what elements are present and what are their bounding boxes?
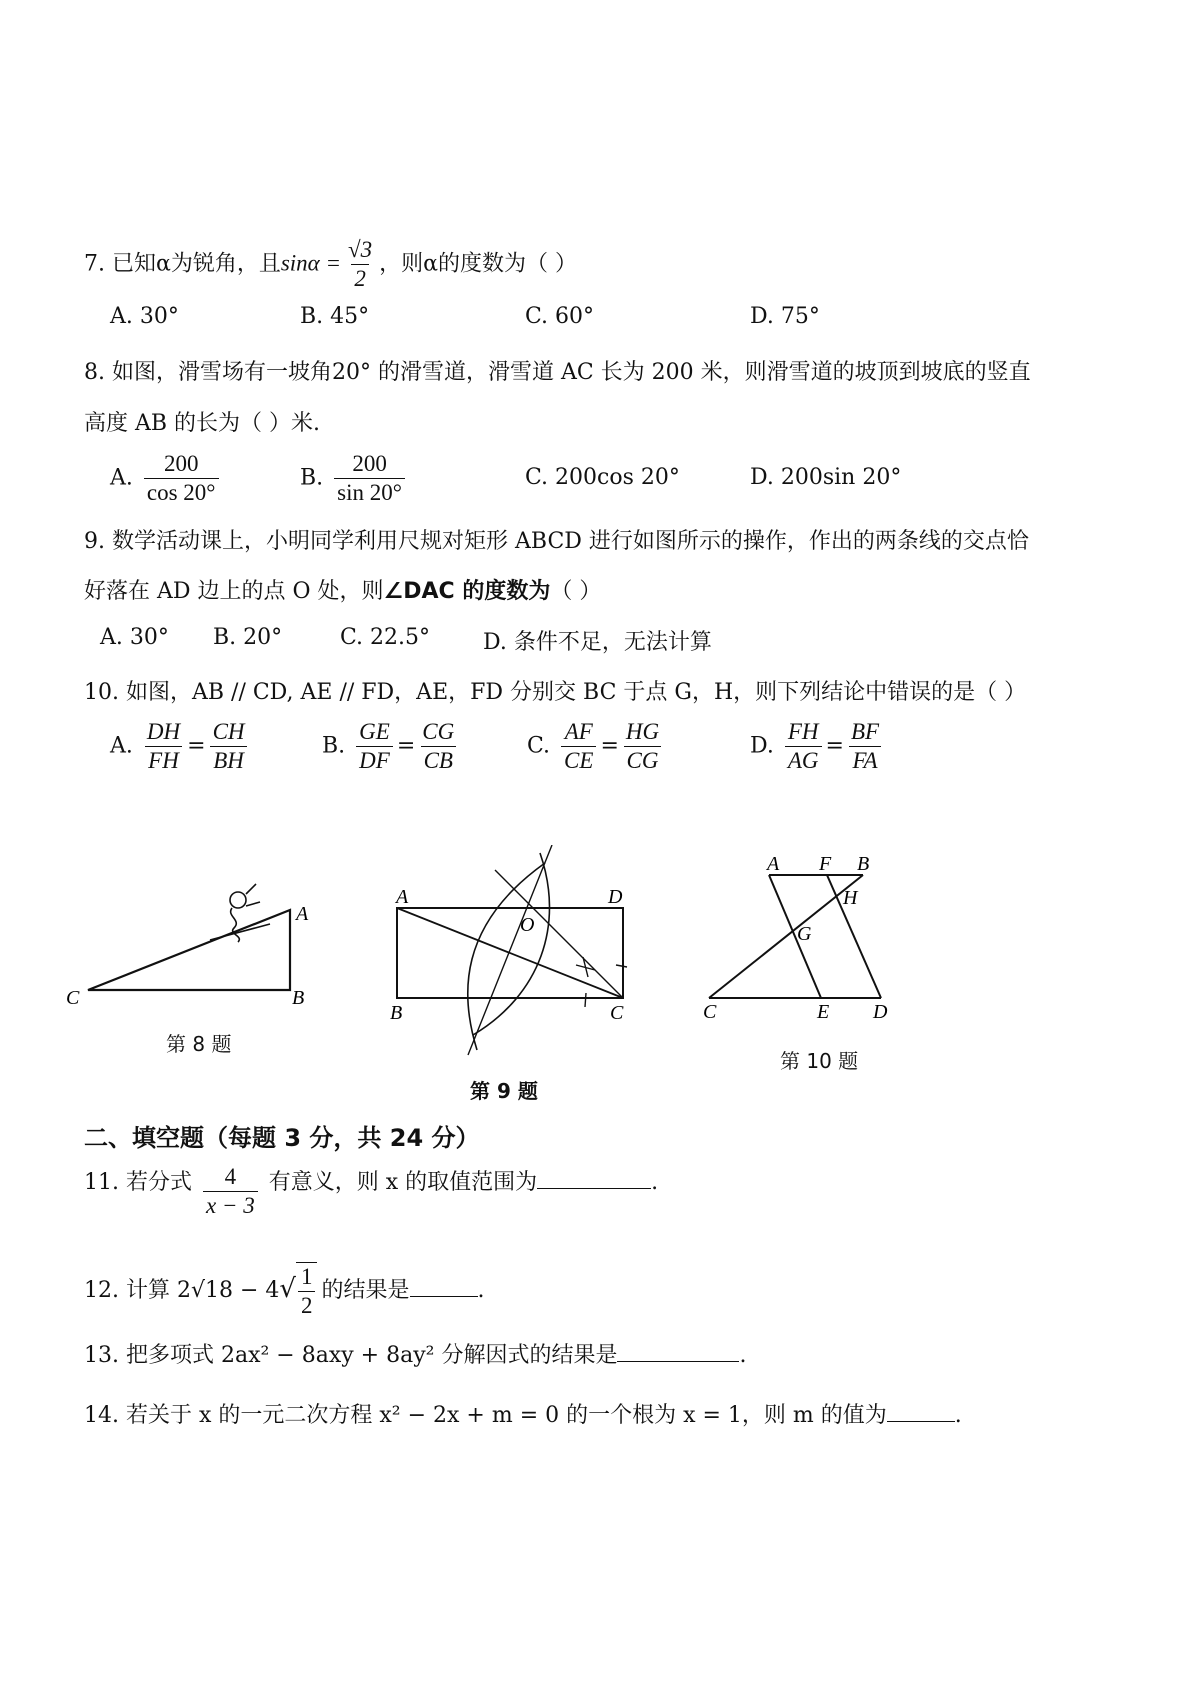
arc-mark-2 (616, 965, 627, 967)
fig9-label-c: C (610, 1002, 624, 1024)
skier-icon (210, 884, 270, 942)
q10-stem: 10. 如图，AB // CD, AE // FD，AE，FD 分别交 BC 于点 G，H，则下列结论中错误的是（ ） (84, 680, 1027, 705)
fig10-label-b: B (857, 853, 870, 875)
q7-option-c: C. 60° (525, 304, 595, 329)
q13-stem: 13. 把多项式 2ax² − 8axy + 8ay² 分解因式的结果是 . (84, 1338, 746, 1369)
q9-option-b: B. 20° (213, 625, 283, 650)
q8-option-b: B. $\frac{200}{\sin 20^\circ}$ (300, 450, 409, 507)
figure-9-rectangle-construction (380, 845, 660, 1060)
fig8-label-a: A (296, 903, 309, 925)
q7-option-d: D. 75° (750, 304, 820, 329)
fig10-label-g: G (797, 923, 812, 945)
fig10-caption: 第 10 题 (780, 1049, 859, 1073)
diagonal-ac (397, 908, 623, 998)
q10-option-d: D. $\frac{FH}{AG}$ = $\frac{BF}{FA}$ (750, 719, 880, 773)
fig10-label-c: C (703, 1001, 717, 1023)
q8-option-d: D. 200sin 20° (750, 465, 902, 490)
q8-stem-line2: 高度 AB 的长为（ ）米. (84, 411, 321, 436)
slope-triangle (88, 910, 290, 990)
fig9-caption: 第 9 题 (470, 1079, 538, 1103)
q7-option-b: B. 45° (300, 304, 370, 329)
q14-answer-blank[interactable] (887, 1399, 955, 1422)
section-2-title: 二、填空题（每题 3 分，共 24 分） (84, 1124, 480, 1152)
segment-bc (709, 875, 863, 998)
fig9-label-d: D (608, 886, 623, 908)
fig10-label-f: F (819, 853, 832, 875)
fig10-label-d: D (873, 1001, 888, 1023)
q13-answer-blank[interactable] (617, 1339, 739, 1362)
segment-ae (769, 875, 821, 998)
q9-stem-line2: 好落在 AD 边上的点 O 处，则∠DAC 的度数为（ ） (84, 579, 602, 604)
fig8-caption: 第 8 题 (166, 1032, 232, 1056)
q8-option-c: C. 200cos 20° (525, 465, 680, 490)
q11-stem: 11. 若分式 $\frac{4}{x - 3}$ 有意义，则 x 的取值范围为 . (84, 1164, 659, 1218)
fig8-label-c: C (66, 987, 80, 1009)
q10-option-c: C. $\frac{AF}{CE}$ = $\frac{HG}{CG}$ (527, 718, 666, 775)
figure-10-parallel-lines (695, 850, 905, 1030)
q7-option-a: A. 30° (110, 304, 179, 329)
fig8-label-b: B (292, 987, 305, 1009)
fig9-label-a: A (396, 886, 409, 908)
fig10-label-h: H (843, 887, 858, 909)
fig9-label-o: O (520, 914, 535, 936)
q12-answer-blank[interactable] (410, 1274, 478, 1297)
fig9-label-b: B (390, 1002, 403, 1024)
q9-option-a: A. 30° (100, 625, 169, 650)
q9-option-d: D. 条件不足，无法计算 (483, 630, 712, 655)
q8-option-a: A. $\frac{200}{\cos 20^\circ}$ (110, 450, 223, 507)
arc-mark-3 (585, 993, 586, 1007)
figure-8-slope-diagram (60, 880, 330, 1020)
q9-option-c: C. 22.5° (340, 625, 431, 650)
q8-stem-line1: 8. 如图，滑雪场有一坡角20° 的滑雪道，滑雪道 AC 长为 200 米，则滑雪道的坡顶到坡底的竖直 (84, 360, 1031, 385)
q7-fraction: $\frac{√3}{2}$ (348, 237, 373, 291)
q11-answer-blank[interactable] (537, 1166, 651, 1189)
q12-stem: 12. 计算 2√18 − 4√ $\frac{1}{2}$ 的结果是 . (84, 1264, 485, 1318)
q14-stem: 14. 若关于 x 的一元二次方程 x² − 2x + m = 0 的一个根为 x = 1，则 m 的值为 . (84, 1398, 962, 1429)
q12-fraction: $\frac{1}{2}$ (296, 1262, 318, 1320)
q11-fraction: $\frac{4}{x - 3}$ (203, 1163, 258, 1220)
q7-stem: 7. 已知α为锐角，且sinα = $\frac{√3}{2}$ ，则α的度数为（ ） (84, 237, 578, 291)
q9-stem-line1: 9. 数学活动课上，小明同学利用尺规对矩形 ABCD 进行如图所示的操作，作出的两条线的交点恰 (84, 529, 1029, 554)
fig10-label-a: A (767, 853, 780, 875)
q10-option-b: B. $\frac{GE}{DF}$ = $\frac{CG}{CB}$ (322, 719, 455, 773)
q10-option-a: A. $\frac{DH}{FH}$ = $\frac{CH}{BH}$ (110, 718, 252, 775)
fig10-label-e: E (817, 1001, 830, 1023)
perpendicular-line (468, 845, 552, 1055)
